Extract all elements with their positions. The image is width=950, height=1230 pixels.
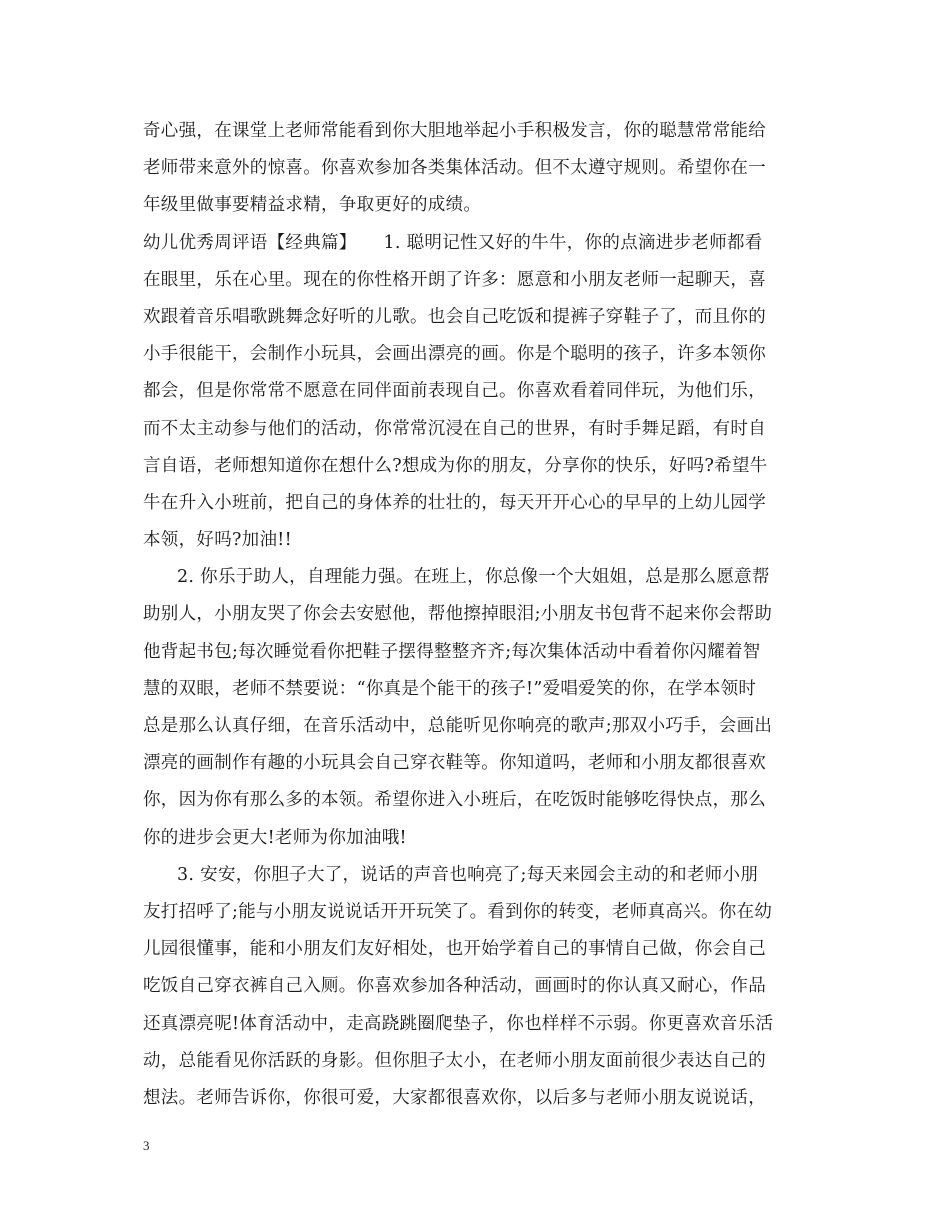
paragraph-start-line: 3. 安安，你胆子大了，说话的声音也响亮了;每天来园会主动的和老师小朋 bbox=[177, 864, 759, 885]
text-line: 慧的双眼，老师不禁要说：“你真是个能干的孩子!”爱唱爱笑的你，在学本领时 bbox=[143, 678, 757, 699]
text-line: 在眼里，乐在心里。现在的你性格开朗了许多：愿意和小朋友老师一起聊天，喜 bbox=[143, 269, 766, 290]
text-line: 总是那么认真仔细，在音乐活动中，总能听见你响亮的歌声;那双小巧手，会画出 bbox=[143, 716, 773, 736]
text-line: 他背起书包;每次睡觉看你把鞋子摆得整整齐齐;每次集体活动中看着你闪耀着智 bbox=[143, 641, 761, 662]
text-line: 言自语，老师想知道你在想什么?想成为你的朋友，分享你的快乐，好吗?希望牛 bbox=[143, 455, 768, 476]
text-line: 你，因为你有那么多的本领。希望你进入小班后，在吃饭时能够吃得快点，那么 bbox=[143, 790, 766, 811]
text-line: 想法。老师告诉你，你很可爱，大家都很喜欢你，以后多与老师小朋友说说话， bbox=[143, 1087, 766, 1108]
text-line: 欢跟着音乐唱歌跳舞念好听的儿歌。也会自己吃饭和提裤子穿鞋子了，而且你的 bbox=[143, 306, 766, 327]
text-line: 奇心强，在课堂上老师常能看到你大胆地举起小手积极发言，你的聪慧常常能给 bbox=[143, 121, 766, 141]
text-line: 动，总能看见你活跃的身影。但你胆子太小，在老师小朋友面前很少表达自己的 bbox=[143, 1050, 766, 1071]
text-line: 吃饭自己穿衣裤自己入厕。你喜欢参加各种活动，画画时的你认真又耐心，作品 bbox=[143, 976, 766, 997]
text-line: 漂亮的画制作有趣的小玩具会自己穿衣鞋等。你知道吗，老师和小朋友都很喜欢 bbox=[143, 753, 766, 774]
paragraph-start-line: 2. 你乐于助人，自理能力强。在班上，你总像一个大姐姐，总是那么愿意帮 bbox=[177, 567, 770, 588]
text-line: 都会，但是你常常不愿意在同伴面前表现自己。你喜欢看着同伴玩，为他们乐， bbox=[143, 381, 766, 402]
section-heading-line: 幼儿优秀周评语【经典篇】 1. 聪明记性又好的牛牛，你的点滴进步老师都看 bbox=[143, 232, 763, 253]
document-body bbox=[143, 113, 813, 1117]
text-line: 你的进步会更大!老师为你加油哦! bbox=[143, 827, 407, 848]
text-line: 而不太主动参与他们的活动，你常常沉浸在自己的世界，有时手舞足蹈，有时自 bbox=[143, 418, 766, 439]
text-line: 年级里做事要精益求精，争取更好的成绩。 bbox=[143, 195, 482, 216]
text-line: 友打招呼了;能与小朋友说说话开开玩笑了。看到你的转变，老师真高兴。你在幼 bbox=[143, 901, 773, 922]
page-number: 3 bbox=[143, 1138, 150, 1153]
text-line: 牛在升入小班前，把自己的身体养的壮壮的，每天开开心心的早早的上幼儿园学 bbox=[143, 492, 766, 513]
text-line: 本领，好吗?加油!! bbox=[143, 530, 292, 551]
text-line: 助别人，小朋友哭了你会去安慰他，帮他擦掉眼泪;小朋友书包背不起来你会帮助 bbox=[143, 604, 773, 625]
text-line: 还真漂亮呢!体育活动中，走高跷跳圈爬垫子，你也样样不示弱。你更喜欢音乐活 bbox=[143, 1013, 774, 1034]
text-line: 老师带来意外的惊喜。你喜欢参加各类集体活动。但不太遵守规则。希望你在一 bbox=[143, 158, 766, 179]
text-line: 小手很能干，会制作小玩具，会画出漂亮的画。你是个聪明的孩子，许多本领你 bbox=[143, 344, 766, 365]
text-line: 儿园很懂事，能和小朋友们友好相处，也开始学着自己的事情自己做，你会自己 bbox=[143, 939, 766, 960]
